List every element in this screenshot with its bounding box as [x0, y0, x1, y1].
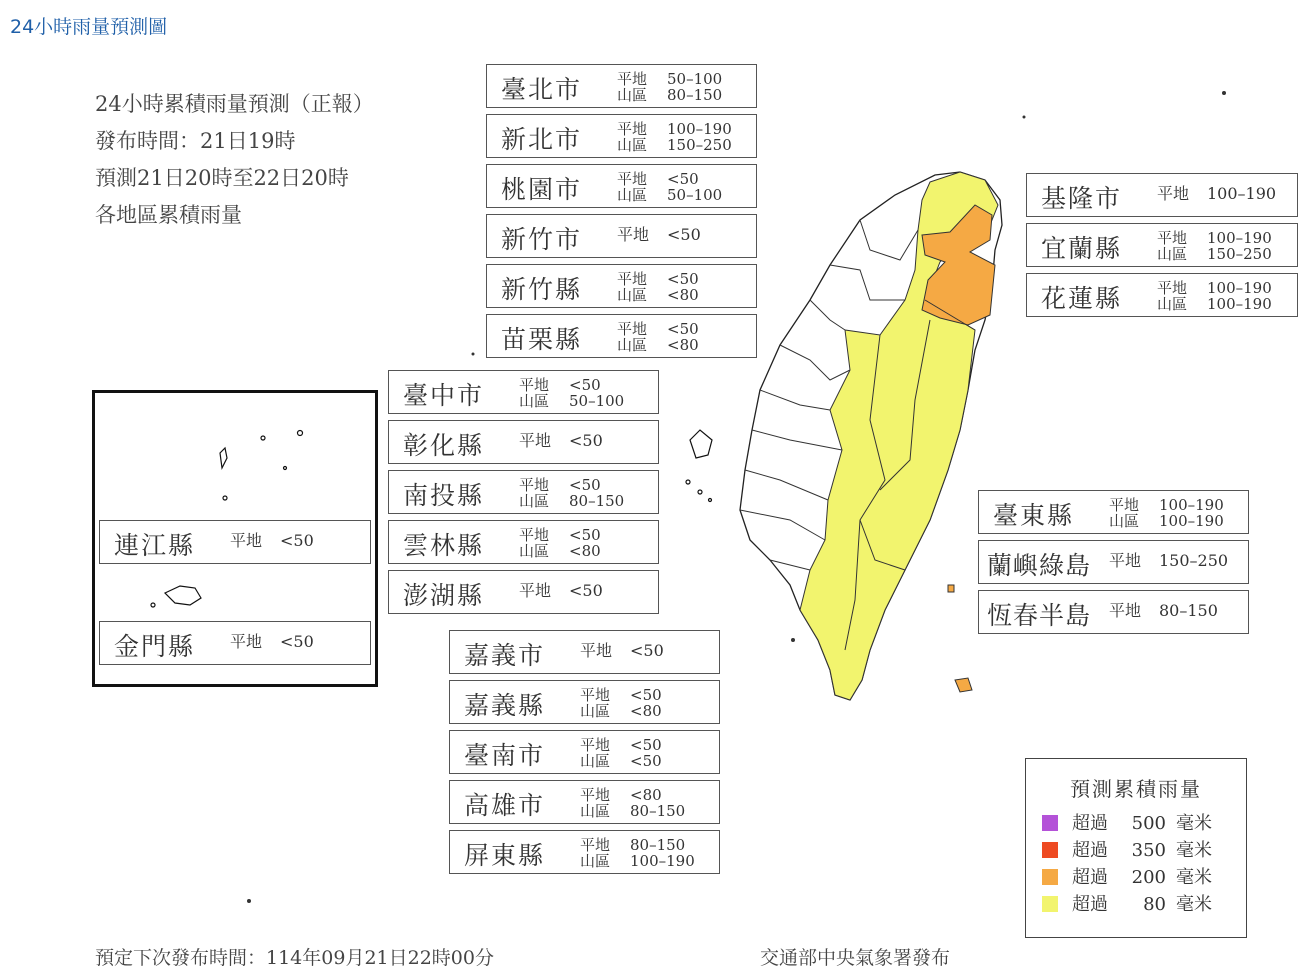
- mountain-label: 山區: [1157, 295, 1188, 313]
- region-box-hsinchu-county: [486, 264, 757, 308]
- region-name: 宜蘭縣: [1041, 234, 1123, 263]
- region-name: 新北市: [501, 125, 583, 154]
- region-name: 基隆市: [1041, 184, 1123, 213]
- region-box-taipei: [486, 64, 757, 108]
- region-name: 新竹市: [501, 225, 583, 254]
- plain-label: 平地: [580, 836, 611, 854]
- plain-value: 150–250: [1159, 551, 1229, 570]
- lanyu-island: [955, 678, 972, 692]
- legend-swatch: [1042, 842, 1058, 858]
- region-box-chiayi-county: [449, 680, 720, 724]
- region-name: 金門縣: [114, 632, 196, 661]
- region-name: 彰化縣: [403, 431, 485, 460]
- mountain-value: 150–250: [1207, 245, 1272, 263]
- plain-label: 平地: [580, 686, 611, 704]
- legend-item: [1042, 890, 1212, 916]
- plain-value: 50–100: [667, 70, 723, 88]
- plain-label: 平地: [617, 225, 650, 244]
- plain-label: 平地: [580, 641, 613, 660]
- region-name: 臺南市: [464, 741, 546, 770]
- legend-value: 200: [1131, 867, 1166, 888]
- info-line-3: 預測21日20時至22日20時: [95, 166, 349, 190]
- mountain-value: <80: [569, 542, 601, 560]
- region-box-taichung: [388, 370, 659, 414]
- mountain-label: 山區: [617, 336, 648, 354]
- legend-value: 80: [1143, 894, 1166, 915]
- plain-label: 平地: [580, 786, 611, 804]
- plain-label: 平地: [1157, 279, 1188, 297]
- plain-label: 平地: [617, 120, 648, 138]
- legend: [1025, 758, 1247, 938]
- region-name: 桃園市: [501, 175, 583, 204]
- plain-value: <80: [630, 786, 662, 804]
- mountain-label: 山區: [519, 542, 550, 560]
- plain-value: <50: [667, 320, 699, 338]
- region-name: 苗栗縣: [501, 325, 583, 354]
- mountain-value: <80: [667, 336, 699, 354]
- mountain-value: <80: [667, 286, 699, 304]
- legend-unit: 毫米: [1176, 840, 1212, 861]
- region-name: 南投縣: [403, 481, 485, 510]
- mountain-value: 150–250: [667, 136, 732, 154]
- legend-label: 超過: [1072, 867, 1108, 888]
- plain-value: <50: [630, 686, 662, 704]
- mountain-value: <80: [630, 702, 662, 720]
- plain-label: 平地: [230, 632, 263, 651]
- region-box-nantou: [388, 470, 659, 514]
- plain-value: <50: [280, 632, 314, 651]
- mountain-label: 山區: [617, 136, 648, 154]
- mountain-value: 100–190: [1207, 295, 1272, 313]
- mountain-value: <50: [630, 752, 662, 770]
- plain-value: 100–190: [1207, 229, 1272, 247]
- region-box-hualien: [1026, 273, 1298, 317]
- region-name: 臺中市: [403, 381, 485, 410]
- plain-label: 平地: [519, 431, 552, 450]
- region-box-hengchun: [978, 590, 1249, 634]
- region-box-miaoli: [486, 314, 757, 358]
- region-box-lanyu-greenisland: [978, 540, 1249, 584]
- region-box-keelung: [1026, 173, 1298, 217]
- region-box-kinmen: [99, 621, 371, 665]
- plain-value: 100–190: [1159, 496, 1224, 514]
- info-line-4: 各地區累積雨量: [95, 203, 242, 227]
- region-box-taoyuan: [486, 164, 757, 208]
- plain-value: <50: [630, 641, 664, 660]
- region-name: 嘉義縣: [464, 691, 546, 720]
- plain-label: 平地: [617, 70, 648, 88]
- legend-title: 預測累積雨量: [1070, 777, 1202, 801]
- region-box-yilan: [1026, 223, 1298, 267]
- plain-value: <50: [667, 170, 699, 188]
- region-name: 花蓮縣: [1041, 284, 1123, 313]
- mountain-label: 山區: [617, 286, 648, 304]
- plain-value: 80–150: [1159, 601, 1218, 620]
- plain-value: <50: [569, 581, 603, 600]
- mountain-label: 山區: [580, 702, 611, 720]
- plain-label: 平地: [617, 170, 648, 188]
- plain-label: 平地: [519, 376, 550, 394]
- legend-swatch: [1042, 815, 1058, 831]
- region-name: 蘭嶼綠島: [987, 551, 1092, 580]
- legend-swatch: [1042, 896, 1058, 912]
- mountain-value: 80–150: [569, 492, 625, 510]
- mountain-label: 山區: [580, 802, 611, 820]
- region-box-hsinchu-city: [486, 214, 757, 258]
- legend-label: 超過: [1072, 813, 1108, 834]
- region-name: 恆春半島: [987, 601, 1092, 630]
- page-title: 24小時雨量預測圖: [10, 16, 168, 38]
- mountain-label: 山區: [519, 492, 550, 510]
- region-box-new-taipei: [486, 114, 757, 158]
- plain-value: 80–150: [630, 836, 686, 854]
- region-box-pingtung: [449, 830, 720, 874]
- mountain-label: 山區: [1157, 245, 1188, 263]
- green-island: [948, 585, 954, 592]
- region-name: 臺北市: [501, 75, 583, 104]
- mountain-label: 山區: [1109, 512, 1140, 530]
- plain-label: 平地: [1157, 184, 1190, 203]
- plain-label: 平地: [519, 476, 550, 494]
- plain-value: <50: [569, 376, 601, 394]
- plain-label: 平地: [230, 531, 263, 550]
- plain-value: <50: [280, 531, 314, 550]
- mountain-label: 山區: [580, 752, 611, 770]
- region-name: 屏東縣: [464, 841, 546, 870]
- plain-label: 平地: [1109, 601, 1142, 620]
- mountain-value: 100–190: [630, 852, 695, 870]
- info-line-1: 24小時累積雨量預測（正報）: [95, 92, 374, 116]
- mountain-value: 100–190: [1159, 512, 1224, 530]
- plain-label: 平地: [519, 581, 552, 600]
- next-issue-time: 預定下次發布時間：114年09月21日22時00分: [95, 947, 494, 969]
- plain-value: <50: [569, 476, 601, 494]
- region-box-kaohsiung: [449, 780, 720, 824]
- legend-label: 超過: [1072, 894, 1108, 915]
- legend-unit: 毫米: [1176, 867, 1212, 888]
- mountain-value: 80–150: [630, 802, 686, 820]
- matsu-islands: [220, 448, 227, 468]
- legend-unit: 毫米: [1176, 894, 1212, 915]
- region-name: 嘉義市: [464, 641, 546, 670]
- plain-label: 平地: [1109, 551, 1142, 570]
- mountain-label: 山區: [519, 392, 550, 410]
- publisher: 交通部中央氣象署發布: [760, 947, 951, 969]
- kinmen-islands: [165, 586, 201, 605]
- legend-item: [1042, 863, 1212, 889]
- mountain-value: 80–150: [667, 86, 723, 104]
- mountain-value: 50–100: [667, 186, 723, 204]
- plain-label: 平地: [617, 270, 648, 288]
- mountain-value: 50–100: [569, 392, 625, 410]
- plain-value: <50: [569, 526, 601, 544]
- plain-value: <50: [667, 225, 701, 244]
- region-name: 新竹縣: [501, 275, 583, 304]
- legend-item: [1042, 809, 1212, 835]
- mountain-label: 山區: [580, 852, 611, 870]
- penghu-islands: [686, 430, 712, 502]
- mountain-label: 山區: [617, 186, 648, 204]
- legend-value: 350: [1131, 840, 1166, 861]
- plain-value: <50: [569, 431, 603, 450]
- plain-value: <50: [667, 270, 699, 288]
- region-name: 臺東縣: [993, 501, 1075, 530]
- plain-value: 100–190: [1207, 279, 1272, 297]
- region-box-chiayi-city: [449, 630, 720, 674]
- legend-swatch: [1042, 869, 1058, 885]
- plain-label: 平地: [1157, 229, 1188, 247]
- plain-label: 平地: [580, 736, 611, 754]
- plain-label: 平地: [617, 320, 648, 338]
- region-name: 連江縣: [114, 531, 196, 560]
- mountain-label: 山區: [617, 86, 648, 104]
- region-name: 高雄市: [464, 791, 546, 820]
- plain-label: 平地: [1109, 496, 1140, 514]
- info-line-2: 發布時間：21日19時: [95, 129, 296, 153]
- region-box-yunlin: [388, 520, 659, 564]
- region-box-changhua: [388, 420, 659, 464]
- legend-unit: 毫米: [1176, 813, 1212, 834]
- plain-label: 平地: [519, 526, 550, 544]
- region-name: 雲林縣: [403, 531, 485, 560]
- region-box-tainan: [449, 730, 720, 774]
- region-box-penghu: [388, 570, 659, 614]
- region-name: 澎湖縣: [403, 581, 485, 610]
- plain-value: 100–190: [667, 120, 732, 138]
- legend-item: [1042, 836, 1212, 862]
- region-box-taitung: [978, 490, 1249, 534]
- legend-label: 超過: [1072, 840, 1108, 861]
- region-box-lienchiang: [99, 520, 371, 564]
- plain-value: <50: [630, 736, 662, 754]
- plain-value: 100–190: [1207, 184, 1277, 203]
- legend-value: 500: [1131, 813, 1166, 834]
